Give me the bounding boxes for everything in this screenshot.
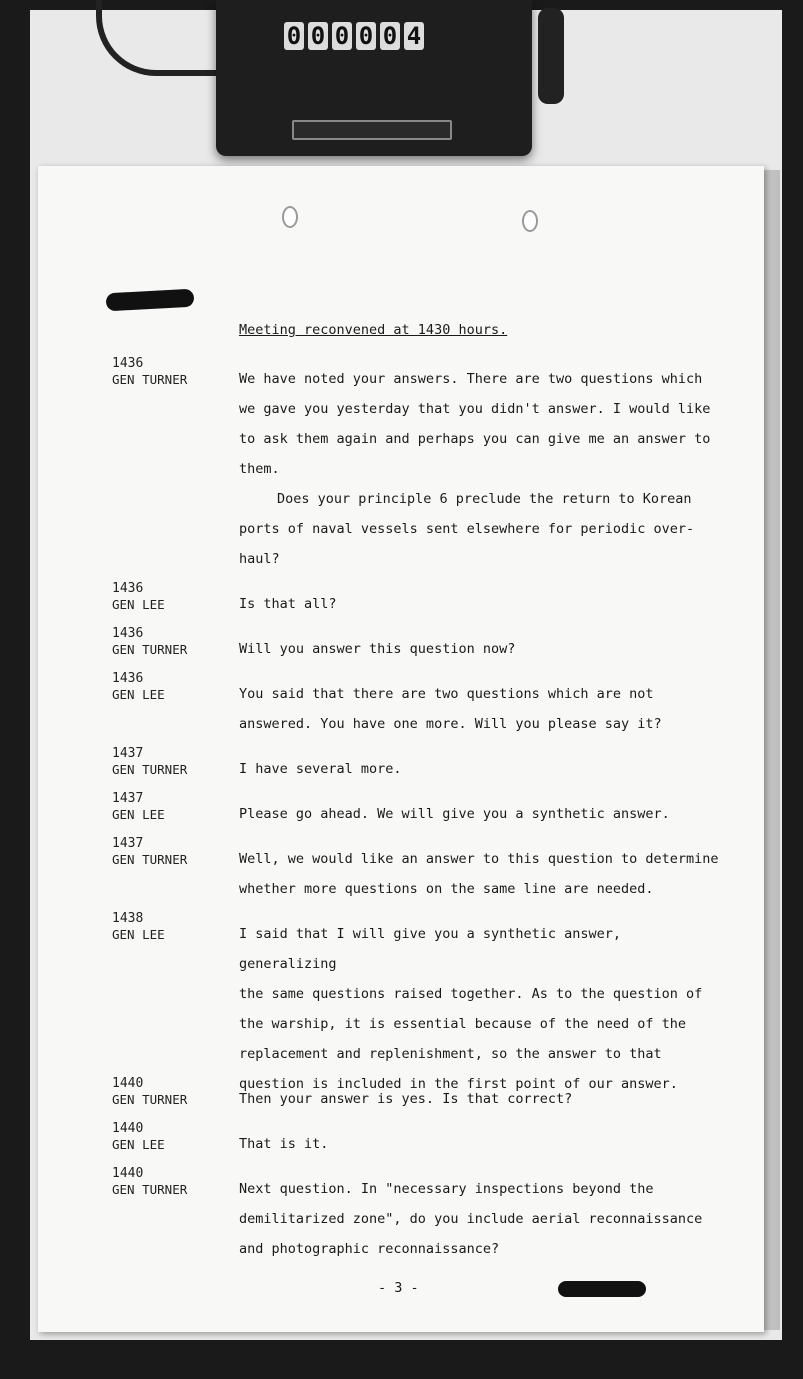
speech-line: haul?	[239, 551, 280, 567]
speech-line: I said that I will give you a synthetic answer, generalizing	[239, 926, 622, 972]
speech-line: I have several more.	[239, 761, 402, 777]
entry-time: 1437	[112, 791, 144, 806]
speech-line: and photographic reconnaissance?	[239, 1241, 500, 1257]
entry-time: 1437	[112, 836, 144, 851]
speech-line: we gave you yesterday that you didn't answer. I would like	[239, 401, 711, 417]
speech-line: answered. You have one more. Will you please say it?	[239, 716, 662, 732]
counter-digit: 0	[332, 22, 352, 50]
counter-knob	[538, 8, 564, 104]
speech-line: Well, we would like an answer to this question to determine	[239, 851, 719, 867]
speech-line: We have noted your answers. There are two questions which	[239, 371, 703, 387]
counter-digit: 0	[308, 22, 328, 50]
entry-speaker: GEN LEE	[112, 807, 165, 822]
speech-line: them.	[239, 461, 280, 477]
entry-speech	[239, 754, 719, 784]
entry-speech	[239, 679, 719, 739]
entry-time: 1436	[112, 671, 144, 686]
speech-line: ports of naval vessels sent elsewhere for periodic over-	[239, 521, 695, 537]
entry-time: 1440	[112, 1166, 144, 1181]
speech-line: Next question. In "necessary inspections beyond the	[239, 1181, 654, 1197]
speech-line: That is it.	[239, 1136, 329, 1152]
entry-speaker: GEN TURNER	[112, 1092, 188, 1107]
entry-time: 1437	[112, 746, 144, 761]
entry-speaker: GEN LEE	[112, 1137, 165, 1152]
entry-speaker: GEN TURNER	[112, 852, 188, 867]
speech-line: to ask them again and perhaps you can give me an answer to	[239, 431, 711, 447]
entry-speaker: GEN TURNER	[112, 372, 188, 387]
entry-speaker: GEN LEE	[112, 597, 165, 612]
speech-line: Does your principle 6 preclude the return to Korean	[277, 491, 692, 507]
entry-time: 1440	[112, 1121, 144, 1136]
page-number: - 3 -	[378, 1280, 419, 1296]
speech-line: You said that there are two questions which are not	[239, 686, 654, 702]
counter-slot	[292, 120, 452, 140]
entry-time: 1438	[112, 911, 144, 926]
entry-speaker: GEN LEE	[112, 927, 165, 942]
entry-speaker: GEN LEE	[112, 687, 165, 702]
entry-speaker: GEN TURNER	[112, 642, 188, 657]
meeting-heading: Meeting reconvened at 1430 hours.	[239, 322, 508, 338]
speech-line: question is included in the first point of our answer.	[239, 1076, 678, 1092]
speech-line: Is that all?	[239, 596, 337, 612]
counter-digit: 0	[284, 22, 304, 50]
counter-digit: 0	[380, 22, 400, 50]
entry-speech	[239, 1174, 719, 1264]
speech-line: demilitarized zone", do you include aerial reconnaissance	[239, 1211, 703, 1227]
speech-line: Please go ahead. We will give you a synthetic answer.	[239, 806, 670, 822]
speech-line: replacement and replenishment, so the answer to that	[239, 1046, 662, 1062]
speech-line: the warship, it is essential because of the need of the	[239, 1016, 687, 1032]
entry-speech	[239, 589, 719, 619]
entry-speech	[239, 919, 719, 1099]
speech-line: Then your answer is yes. Is that correct?	[239, 1091, 573, 1107]
redaction-mark	[558, 1281, 646, 1297]
entry-time: 1440	[112, 1076, 144, 1091]
punch-hole	[282, 206, 298, 228]
speech-line: Will you answer this question now?	[239, 641, 516, 657]
entry-speech	[239, 1084, 719, 1114]
punch-hole	[522, 210, 538, 232]
entry-speaker: GEN TURNER	[112, 762, 188, 777]
entry-time: 1436	[112, 356, 144, 371]
counter-digit: 0	[356, 22, 376, 50]
speech-line: the same questions raised together. As to the question of	[239, 986, 703, 1002]
speech-line: whether more questions on the same line are needed.	[239, 881, 654, 897]
entry-speech	[239, 799, 719, 829]
entry-speech	[239, 1129, 719, 1159]
counter-digit: 4	[404, 22, 424, 50]
entry-time: 1436	[112, 626, 144, 641]
entry-time: 1436	[112, 581, 144, 596]
counter-digits	[284, 22, 424, 50]
entry-speaker: GEN TURNER	[112, 1182, 188, 1197]
entry-speech	[239, 844, 719, 904]
frame-counter	[216, 0, 532, 156]
entry-speech	[239, 364, 719, 574]
entry-speech	[239, 634, 719, 664]
